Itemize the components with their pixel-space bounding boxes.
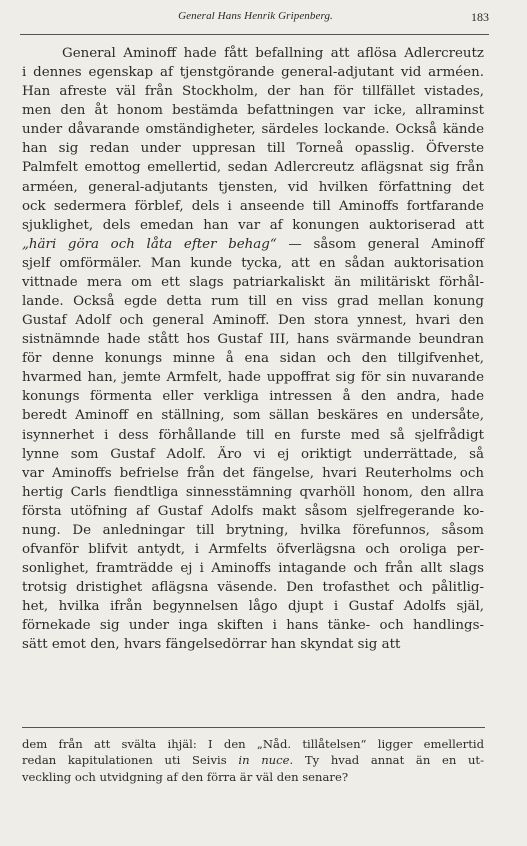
- text-line: nung. De anledningar till brytning, hvilka förefunnos, såsom: [22, 522, 484, 538]
- text-line: isynnerhet i dess förhållande till en furste med så sjelfrådigt: [22, 427, 484, 443]
- text-line: Han afreste väl från Stockholm, der han för tillfället vistades,: [22, 84, 484, 100]
- text-line: [22, 235, 484, 254]
- text-line: sjelf omförmäler. Man kunde tycka, att en sådan auktorisation: [22, 255, 484, 271]
- footnote-rule: [22, 727, 485, 728]
- text-line: konungs förmenta eller verkliga intressen å den andra, hade: [22, 389, 484, 405]
- text-line: lynne som Gustaf Adolf. Äro vi ej oriktigt underrättade, så: [22, 446, 484, 462]
- text-segment: redan kapitulationen uti Seivis: [22, 753, 239, 768]
- text-line: Palmfelt emottog emellertid, sedan Adlercreutz aflägsnat sig från: [22, 160, 484, 176]
- text-line: dem från att svälta ihjäl: I den „Nåd. tillåtelsen“ ligger emellertid: [22, 737, 484, 751]
- text-line: General Aminoff hade fått befallning att aflösa Adlercreutz: [62, 46, 484, 61]
- text-line: arméen, general-adjutants tjensten, vid hvilken författning det: [22, 179, 484, 195]
- body-paragraph: [22, 44, 484, 655]
- text-line: under dåvarande omständigheter, särdeles lockande. Också kände: [22, 122, 484, 138]
- text-line: trotsig dristighet aflägsna väsende. Den trofasthet och pålitlig-: [22, 580, 484, 596]
- text-line: vittnade mera om ett slags patriarkaliskt än militäriskt förhål-: [22, 274, 484, 290]
- header-rule: [20, 34, 489, 35]
- italic-quote: „häri göra och låta efter behag“: [22, 236, 277, 252]
- text-line: sistnämnde hade stått hos Gustaf III, hans svärmande beundran: [22, 332, 484, 348]
- text-line: ofvanför blifvit antydt, i Armfelts öfverlägsna och oroliga per-: [22, 542, 484, 558]
- text-line: ock sedermera förblef, dels i anseende till Aminoffs fortfarande: [22, 198, 484, 214]
- text-line: Gustaf Adolf och general Aminoff. Den stora ynnest, hvari den: [22, 313, 484, 329]
- text-segment: . Ty hvad annat än en ut-: [289, 753, 484, 768]
- text-line: [22, 752, 484, 768]
- italic-quote: in nuce: [238, 753, 290, 768]
- text-line: lande. Också egde detta rum till en viss grad mellan konung: [22, 294, 484, 310]
- running-head: [22, 10, 489, 28]
- page-number: 183: [471, 10, 489, 24]
- text-line: sonlighet, framträdde ej i Aminoffs intagande och från allt slags: [22, 561, 484, 577]
- text-line: hvarmed han, jemte Armfelt, hade uppoffrat sig för sin nuvarande: [22, 370, 484, 386]
- text-line: sätt emot den, hvars fängelsedörrar han skyndat sig att: [22, 637, 401, 653]
- text-line: förnekade sig under inga skiften i hans tänke- och handlings-: [22, 618, 484, 634]
- text-line: för denne konungs minne å ena sidan och den tillgifvenhet,: [22, 351, 484, 367]
- footnote: [22, 736, 484, 785]
- text-line: i dennes egenskap af tjenstgörande general-adjutant vid arméen.: [22, 65, 484, 81]
- text-line: men den åt honom bestämda befattningen var icke, allraminst: [22, 103, 484, 119]
- text-line: veckling och utvidgning af den förra är väl den senare?: [22, 769, 349, 784]
- text-line: han sig redan under uppresan till Torneå opasslig. Öfverste: [22, 141, 484, 157]
- text-line: het, hvilka ifrån begynnelsen lågo djupt i Gustaf Adolfs själ,: [22, 599, 484, 615]
- text-line: sjuklighet, dels emedan han var af konungen auktoriserad att: [22, 217, 484, 233]
- text-line: första utöfning af Gustaf Adolfs makt såsom sjelfregerande ko-: [22, 503, 484, 519]
- text-segment: — såsom general Aminoff: [276, 236, 484, 252]
- text-line: beredt Aminoff en ställning, som sällan beskäres en undersåte,: [22, 408, 484, 424]
- text-line: hertig Carls fiendtliga sinnesstämning qvarhöll honom, den allra: [22, 484, 484, 500]
- text-line: var Aminoffs befrielse från det fängelse, hvari Reuterholms och: [22, 465, 484, 481]
- running-title: General Hans Henrik Gripenberg.: [178, 10, 333, 22]
